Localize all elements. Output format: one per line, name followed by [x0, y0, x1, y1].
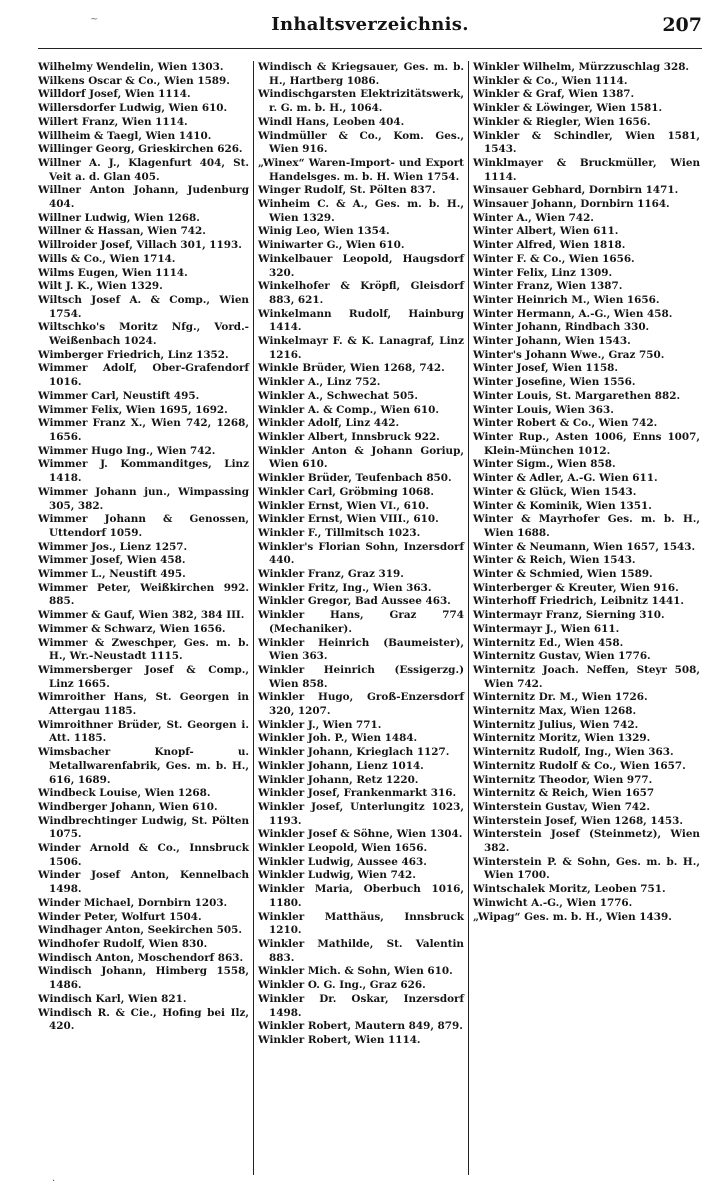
index-entry: Winterstein Josef (Steinmetz), Wien 382.: [473, 828, 700, 855]
index-entry: Winternitz Moritz, Wien 1329.: [473, 732, 651, 745]
index-entry: Winiwarter G., Wien 610.: [258, 239, 405, 252]
index-entry: Windisch & Kriegsauer, Ges. m. b. H., Hartberg 1086.: [258, 61, 464, 87]
page-title: Inhaltsverzeichnis.: [271, 14, 469, 35]
index-entry: Winter Rup., Asten 1006, Enns 1007, Klein-München 1012.: [473, 430, 700, 457]
index-entry: Winder Arnold & Co., Innsbruck 1506.: [38, 842, 249, 868]
index-entry: Willroider Josef, Villach 301, 1193.: [38, 239, 242, 252]
index-entry: Winterstein P. & Sohn, Ges. m. b. H., Wien 1700.: [473, 855, 700, 882]
index-entry: Winter Albert, Wien 611.: [473, 225, 619, 238]
index-entry: Winkler Wilhelm, Mürzzuschlag 328.: [473, 61, 690, 73]
index-entry: Winter Heinrich M., Wien 1656.: [473, 293, 660, 306]
index-entry: Winter Louis, Wien 363.: [473, 403, 614, 416]
index-entry: Winter Josef, Wien 1158.: [473, 362, 619, 375]
index-entry: Winternitz Julius, Wien 742.: [473, 718, 639, 731]
index-entry: Windhager Anton, Seekirchen 505.: [38, 924, 242, 937]
index-entry: Winkler Brüder, Teufenbach 850.: [258, 472, 452, 485]
index-entry: Wimmer Johann & Genossen, Uttendorf 1059.: [38, 513, 249, 539]
index-entry: Windischgarsten Elektrizitätswerk, r. G. m. b. H., 1064.: [258, 88, 464, 115]
header-rule: [38, 48, 702, 49]
index-entry: Wimmer L., Neustift 495.: [38, 568, 186, 581]
index-entry: Winkelmayr F. & K. Lanagraf, Linz 1216.: [258, 335, 464, 361]
index-entry: Winger Rudolf, St. Pölten 837.: [258, 184, 436, 197]
index-entry: Wilt J. K., Wien 1329.: [38, 280, 163, 293]
index-entry: Winter & Neumann, Wien 1657, 1543.: [473, 540, 696, 553]
index-entry: Winkelhofer & Kröpfl, Gleisdorf 883, 621.: [258, 280, 464, 306]
index-entry: Winter Hermann, A.-G., Wien 458.: [473, 307, 673, 320]
index-entry: Winternitz Max, Wien 1268.: [473, 705, 637, 718]
index-entry: Winternitz Theodor, Wien 977.: [473, 773, 653, 786]
index-entry: Wimmer Peter, Weißkirchen 992. 885.: [38, 581, 249, 608]
index-entry: Winkler Ludwig, Aussee 463.: [258, 855, 427, 868]
index-entry: Winkler Matthäus, Innsbruck 1210.: [258, 910, 464, 937]
index-entry: Winternitz Joach. Neffen, Steyr 508, Wien 742.: [473, 663, 700, 690]
index-entry: Winter & Adler, A.-G. Wien 611.: [473, 472, 658, 485]
index-entry: Willner Anton Johann, Judenburg 404.: [38, 184, 249, 211]
index-entry: Winkler & Löwinger, Wien 1581.: [473, 102, 663, 115]
index-entry: Winkler Adolf, Linz 442.: [258, 417, 400, 430]
index-entry: Winternitz Dr. M., Wien 1726.: [473, 691, 648, 704]
index-entry: Winter A., Wien 742.: [473, 211, 594, 224]
index-entry: „Winex“ Waren-Import- und Export Handelsges. m. b. H. Wien 1754.: [258, 156, 464, 183]
index-entry: Winkler Josef, Frankenmarkt 316.: [258, 787, 457, 800]
header-mark: ~: [90, 14, 99, 25]
index-entry: Winkler Mich. & Sohn, Wien 610.: [258, 965, 453, 978]
index-entry: Winkler Franz, Graz 319.: [258, 568, 404, 581]
index-entry: Wimmer Josef, Wien 458.: [38, 554, 186, 567]
index-entry: Winternitz Rudolf, Ing., Wien 363.: [473, 746, 674, 759]
index-entry: Winkler Johann, Retz 1220.: [258, 773, 419, 786]
index-entry: Willner Ludwig, Wien 1268.: [38, 211, 200, 224]
index-entry: Willner & Hassan, Wien 742.: [38, 225, 206, 238]
index-entry: Winsauer Gebhard, Dornbirn 1471.: [473, 184, 679, 197]
index-entry: Winkler Joh. P., Wien 1484.: [258, 732, 418, 745]
index-entry: Winkelmann Rudolf, Hainburg 1414.: [258, 307, 464, 334]
index-entry: Winter & Glück, Wien 1543.: [473, 485, 637, 498]
index-entry: Wills & Co., Wien 1714.: [38, 252, 176, 265]
index-entry: Winkler O. G. Ing., Graz 626.: [258, 979, 426, 992]
index-entry: Willheim & Taegl, Wien 1410.: [38, 129, 212, 142]
index-entry: Winter Alfred, Wien 1818.: [473, 239, 626, 252]
index-entry: Winter & Reich, Wien 1543.: [473, 554, 636, 567]
index-entry: Winter & Mayrhofer Ges. m. b. H., Wien 1688.: [473, 513, 700, 539]
page-header: [38, 14, 702, 44]
index-entry: Winternitz Ed., Wien 458.: [473, 636, 624, 649]
index-entry: Winkler Leopold, Wien 1656.: [258, 842, 428, 855]
index-entry: Winkler Robert, Wien 1114.: [258, 1033, 421, 1046]
index-entry: Willersdorfer Ludwig, Wien 610.: [38, 102, 228, 115]
index-entry: Winkler Fritz, Ing., Wien 363.: [258, 581, 432, 594]
index-entry: Wimroither Hans, St. Georgen in Attergau 1185.: [38, 691, 249, 718]
index-entry: Wimmer Franz X., Wien 742, 1268, 1656.: [38, 417, 249, 443]
index-entry: Winkler Hans, Graz 774 (Mechaniker).: [258, 609, 464, 635]
index-entry: Winkler Heinrich (Essigerzg.) Wien 858.: [258, 663, 464, 690]
index-entry: Winkler A., Linz 752.: [258, 376, 381, 389]
index-entry: Wimmersberger Josef & Comp., Linz 1665.: [38, 663, 249, 690]
index-entry: Winkler Ernst, Wien VI., 610.: [258, 499, 429, 512]
index-entry: Winkler Hugo, Groß-Enzersdorf 320, 1207.: [258, 691, 464, 718]
index-entry: Wintermayr Franz, Sierning 310.: [473, 609, 665, 622]
index-columns: [38, 61, 702, 1175]
column-1: [38, 61, 254, 1175]
column-2: [254, 61, 469, 1175]
index-entry: Wiltschko's Moritz Nfg., Vord.-Weißenbach 1024.: [38, 321, 249, 348]
index-entry: Wimmer Hugo Ing., Wien 742.: [38, 444, 216, 457]
index-entry: Wimberger Friedrich, Linz 1352.: [38, 348, 229, 361]
index-entry: Winter & Kominik, Wien 1351.: [473, 499, 652, 512]
index-entry: Winter Louis, St. Margarethen 882.: [473, 389, 681, 402]
index-entry: Winkler A. & Comp., Wien 610.: [258, 403, 439, 416]
index-entry: Winkler Heinrich (Baumeister), Wien 363.: [258, 636, 464, 663]
index-entry: Winkler Gregor, Bad Aussee 463.: [258, 595, 451, 608]
index-entry: „Wipag“ Ges. m. b. H., Wien 1439.: [473, 910, 672, 923]
index-entry: Winkler Mathilde, St. Valentin 883.: [258, 938, 464, 964]
index-entry: Winter F. & Co., Wien 1656.: [473, 252, 635, 265]
index-entry: Winterberger & Kreuter, Wien 916.: [473, 581, 679, 594]
index-entry: Winternitz & Reich, Wien 1657: [473, 787, 655, 800]
index-entry: Wimmer Johann jun., Wimpassing 305, 382.: [38, 485, 249, 512]
index-entry: Winterhoff Friedrich, Leibnitz 1441.: [473, 595, 685, 608]
index-entry: Willert Franz, Wien 1114.: [38, 115, 188, 128]
index-entry: Winternitz Rudolf & Co., Wien 1657.: [473, 759, 686, 772]
index-entry: Wimmer & Schwarz, Wien 1656.: [38, 622, 226, 635]
index-entry: Winkler Carl, Gröbming 1068.: [258, 485, 434, 498]
index-entry: Winder Josef Anton, Kennelbach 1498.: [38, 869, 249, 896]
index-entry: Wimmer Felix, Wien 1695, 1692.: [38, 403, 228, 416]
index-entry: Winkler Albert, Innsbruck 922.: [258, 430, 440, 443]
index-entry: Winkler & Riegler, Wien 1656.: [473, 115, 651, 128]
column-3: [469, 61, 700, 1175]
index-entry: Winternitz Gustav, Wien 1776.: [473, 650, 651, 663]
index-entry: Wilkens Oscar & Co., Wien 1589.: [38, 74, 230, 87]
index-entry: Winterstein Gustav, Wien 742.: [473, 800, 651, 813]
index-entry: Winkler Ludwig, Wien 742.: [258, 869, 416, 882]
index-entry: Winter Sigm., Wien 858.: [473, 458, 616, 471]
index-entry: Winkler's Florian Sohn, Inzersdorf 440.: [258, 540, 464, 567]
index-entry: Winkler Dr. Oskar, Inzersdorf 1498.: [258, 992, 464, 1019]
index-entry: Winsauer Johann, Dornbirn 1164.: [473, 198, 670, 211]
index-entry: Wimsbacher Knopf- u. Metallwarenfabrik, Ges. m. b. H., 616, 1689.: [38, 746, 249, 786]
index-entry: Wintermayr J., Wien 611.: [473, 622, 620, 635]
index-entry: Windhofer Rudolf, Wien 830.: [38, 938, 208, 950]
page-number: 207: [662, 14, 702, 36]
index-entry: Wimroithner Brüder, St. Georgen i. Att. 1185.: [38, 718, 249, 745]
index-entry: Winkler & Co., Wien 1114.: [473, 74, 628, 87]
index-entry: Winkle Brüder, Wien 1268, 742.: [258, 362, 445, 375]
index-entry: Winkler Maria, Oberbuch 1016, 1180.: [258, 883, 464, 909]
index-entry: Winkler & Schindler, Wien 1581, 1543.: [473, 129, 700, 156]
index-entry: Winkler Johann, Krieglach 1127.: [258, 746, 450, 759]
index-entry: Winig Leo, Wien 1354.: [258, 225, 390, 238]
index-entry: Winter Franz, Wien 1387.: [473, 280, 623, 293]
index-entry: Winkler Johann, Lienz 1014.: [258, 759, 424, 772]
index-entry: Winkler Anton & Johann Goriup, Wien 610.: [258, 444, 464, 471]
index-entry: Windbeck Louise, Wien 1268.: [38, 787, 211, 800]
index-entry: Winter Robert & Co., Wien 742.: [473, 417, 658, 430]
index-entry: Windisch Anton, Moschendorf 863.: [38, 951, 244, 964]
index-entry: Wimmer Carl, Neustift 495.: [38, 389, 200, 402]
index-entry: Wiltsch Josef A. & Comp., Wien 1754.: [38, 293, 249, 320]
index-entry: Willner A. J., Klagenfurt 404, St. Veit a. d. Glan 405.: [38, 156, 249, 183]
index-entry: Winterstein Josef, Wien 1268, 1453.: [473, 814, 683, 827]
index-entry: Windisch Johann, Himberg 1558, 1486.: [38, 965, 249, 992]
index-entry: Wimmer J. Kommanditges, Linz 1418.: [38, 458, 249, 485]
index-entry: Willdorf Josef, Wien 1114.: [38, 88, 191, 101]
index-entry: Windmüller & Co., Kom. Ges., Wien 916.: [258, 129, 464, 156]
index-entry: Windbrechtinger Ludwig, St. Pölten 1075.: [38, 814, 249, 841]
index-entry: Winder Peter, Wolfurt 1504.: [38, 910, 202, 923]
index-entry: Winter's Johann Wwe., Graz 750.: [473, 348, 665, 361]
index-entry: Winter Johann, Wien 1543.: [473, 335, 631, 348]
index-entry: Wimmer & Gauf, Wien 382, 384 III.: [38, 609, 245, 622]
index-entry: Wimmer Adolf, Ober-Grafendorf 1016.: [38, 362, 249, 389]
index-entry: Wimmer & Zweschper, Ges. m. b. H., Wr.-Neustadt 1115.: [38, 636, 249, 663]
index-entry: Winder Michael, Dornbirn 1203.: [38, 896, 228, 909]
index-entry: Winkler Josef, Unterlungitz 1023, 1193.: [258, 800, 464, 827]
index-entry: Winter Johann, Rindbach 330.: [473, 321, 650, 334]
index-entry: Wimmer Jos., Lienz 1257.: [38, 540, 188, 553]
index-entry: Winkler A., Schwechat 505.: [258, 389, 419, 402]
index-entry: Willinger Georg, Grieskirchen 626.: [38, 143, 243, 156]
index-entry: Windisch R. & Cie., Hofing bei Ilz, 420.: [38, 1006, 249, 1033]
index-entry: Windberger Johann, Wien 610.: [38, 800, 218, 813]
index-entry: Windl Hans, Leoben 404.: [258, 115, 405, 128]
index-entry: Winkelbauer Leopold, Haugsdorf 320.: [258, 252, 464, 279]
index-entry: Winter Felix, Linz 1309.: [473, 266, 613, 279]
index-entry: Winheim C. & A., Ges. m. b. H., Wien 1329.: [258, 198, 464, 224]
index-entry: Winter Josefine, Wien 1556.: [473, 376, 636, 389]
index-entry: Winkler J., Wien 771.: [258, 718, 382, 731]
index-entry: Winkler Josef & Söhne, Wien 1304.: [258, 828, 463, 841]
index-entry: Winkler Ernst, Wien VIII., 610.: [258, 513, 439, 526]
footer-mark: ·: [52, 1176, 56, 1187]
index-entry: Winter & Schmied, Wien 1589.: [473, 568, 653, 581]
index-entry: Wilms Eugen, Wien 1114.: [38, 266, 188, 279]
index-entry: Winwicht A.-G., Wien 1776.: [473, 896, 633, 909]
index-entry: Winkler Robert, Mautern 849, 879.: [258, 1020, 463, 1033]
index-entry: Wilhelmy Wendelin, Wien 1303.: [38, 61, 224, 73]
index-entry: Windisch Karl, Wien 821.: [38, 992, 187, 1005]
index-entry: Wintschalek Moritz, Leoben 751.: [473, 883, 666, 896]
index-entry: Winkler F., Tillmitsch 1023.: [258, 526, 421, 539]
index-entry: Winklmayer & Bruckmüller, Wien 1114.: [473, 156, 700, 183]
index-entry: Winkler & Graf, Wien 1387.: [473, 88, 635, 101]
